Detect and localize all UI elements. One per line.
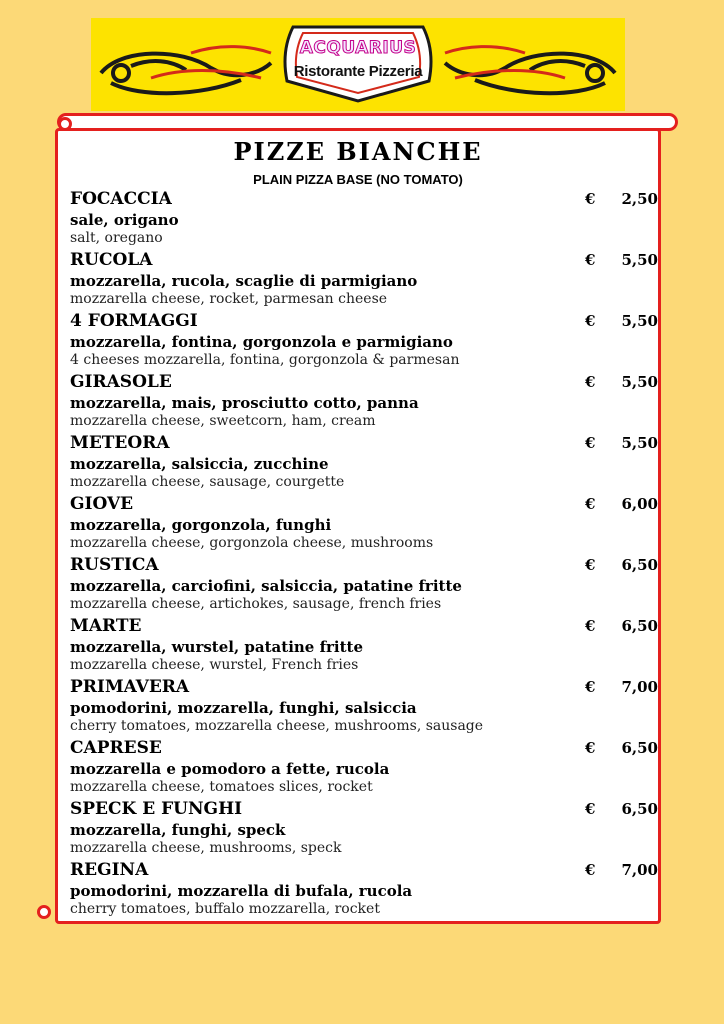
item-price: 6,50 xyxy=(621,617,658,635)
menu-item xyxy=(70,614,658,675)
logo-subtitle: Ristorante Pizzeria xyxy=(293,63,423,80)
menu-item xyxy=(70,248,658,309)
item-ingredients-en: cherry tomatoes, mozzarella cheese, mushrooms, sausage xyxy=(70,718,484,734)
item-ingredients-it: mozzarella, fontina, gorgonzola e parmigiano xyxy=(70,333,453,351)
item-ingredients-en: mozzarella cheese, sweetcorn, ham, cream xyxy=(70,413,376,429)
menu-items xyxy=(70,187,658,919)
item-ingredients-it: mozzarella, rucola, scaglie di parmigiano xyxy=(70,272,418,290)
menu-page xyxy=(55,128,661,924)
item-ingredients-it: mozzarella, wurstel, patatine fritte xyxy=(70,638,364,656)
scroll-curl-bottom-icon xyxy=(37,905,51,919)
menu-item xyxy=(70,736,658,797)
currency-symbol: € xyxy=(585,617,596,635)
page-subtitle: PLAIN PIZZA BASE (NO TOMATO) xyxy=(253,172,463,187)
item-name: FOCACCIA xyxy=(70,189,172,209)
menu-item xyxy=(70,858,658,919)
currency-symbol: € xyxy=(585,373,596,391)
logo-shield xyxy=(273,21,443,105)
menu-item xyxy=(70,553,658,614)
currency-symbol: € xyxy=(585,251,596,269)
logo-name: ACQUARIUS xyxy=(299,38,417,58)
item-price: 7,00 xyxy=(621,678,658,696)
menu-item xyxy=(70,431,658,492)
menu-item xyxy=(70,370,658,431)
currency-symbol: € xyxy=(585,861,596,879)
item-name: GIOVE xyxy=(70,494,134,514)
item-price: 2,50 xyxy=(621,190,658,208)
item-price: 6,50 xyxy=(621,739,658,757)
item-name: SPECK E FUNGHI xyxy=(70,799,243,819)
item-name: RUCOLA xyxy=(70,250,153,270)
item-name: CAPRESE xyxy=(70,738,162,758)
item-name: REGINA xyxy=(70,860,149,880)
item-ingredients-en: mozzarella cheese, wurstel, French fries xyxy=(70,657,359,673)
item-price: 6,00 xyxy=(621,495,658,513)
currency-symbol: € xyxy=(585,739,596,757)
item-ingredients-en: mozzarella cheese, sausage, courgette xyxy=(70,474,345,490)
item-ingredients-it: mozzarella, carciofini, salsiccia, patatine fritte xyxy=(70,577,462,595)
item-price: 5,50 xyxy=(621,373,658,391)
item-ingredients-it: sale, origano xyxy=(70,211,179,229)
item-ingredients-en: mozzarella cheese, gorgonzola cheese, mushrooms xyxy=(70,535,434,551)
menu-item xyxy=(70,187,658,248)
item-name: PRIMAVERA xyxy=(70,677,190,697)
item-ingredients-it: mozzarella, gorgonzola, funghi xyxy=(70,516,332,534)
item-ingredients-en: salt, oregano xyxy=(70,230,163,246)
currency-symbol: € xyxy=(585,312,596,330)
item-name: MARTE xyxy=(70,616,142,636)
logo-banner xyxy=(91,18,625,111)
item-ingredients-it: pomodorini, mozzarella di bufala, rucola xyxy=(70,882,413,900)
menu-item xyxy=(70,492,658,553)
item-ingredients-it: mozzarella e pomodoro a fette, rucola xyxy=(70,760,390,778)
item-ingredients-en: 4 cheeses mozzarella, fontina, gorgonzola & parmesan xyxy=(70,352,460,368)
currency-symbol: € xyxy=(585,678,596,696)
currency-symbol: € xyxy=(585,190,596,208)
item-ingredients-it: mozzarella, funghi, speck xyxy=(70,821,286,839)
page-title: PIZZE BIANCHE xyxy=(233,137,483,166)
menu-item xyxy=(70,675,658,736)
item-price: 5,50 xyxy=(621,312,658,330)
item-price: 6,50 xyxy=(621,556,658,574)
item-ingredients-it: mozzarella, salsiccia, zucchine xyxy=(70,455,329,473)
item-name: RUSTICA xyxy=(70,555,159,575)
item-ingredients-en: mozzarella cheese, mushrooms, speck xyxy=(70,840,342,856)
menu-item xyxy=(70,309,658,370)
item-name: GIRASOLE xyxy=(70,372,172,392)
item-ingredients-en: mozzarella cheese, tomatoes slices, rocket xyxy=(70,779,373,795)
item-price: 5,50 xyxy=(621,434,658,452)
item-ingredients-en: mozzarella cheese, artichokes, sausage, french fries xyxy=(70,596,442,612)
item-price: 7,00 xyxy=(621,861,658,879)
item-price: 6,50 xyxy=(621,800,658,818)
item-ingredients-en: mozzarella cheese, rocket, parmesan cheese xyxy=(70,291,388,307)
item-name: METEORA xyxy=(70,433,170,453)
currency-symbol: € xyxy=(585,556,596,574)
currency-symbol: € xyxy=(585,434,596,452)
item-ingredients-it: mozzarella, mais, prosciutto cotto, panna xyxy=(70,394,419,412)
menu-item xyxy=(70,797,658,858)
currency-symbol: € xyxy=(585,800,596,818)
item-ingredients-it: pomodorini, mozzarella, funghi, salsiccia xyxy=(70,699,417,717)
item-name: 4 FORMAGGI xyxy=(70,311,198,331)
currency-symbol: € xyxy=(585,495,596,513)
item-ingredients-en: cherry tomatoes, buffalo mozzarella, rocket xyxy=(70,901,380,917)
item-price: 5,50 xyxy=(621,251,658,269)
